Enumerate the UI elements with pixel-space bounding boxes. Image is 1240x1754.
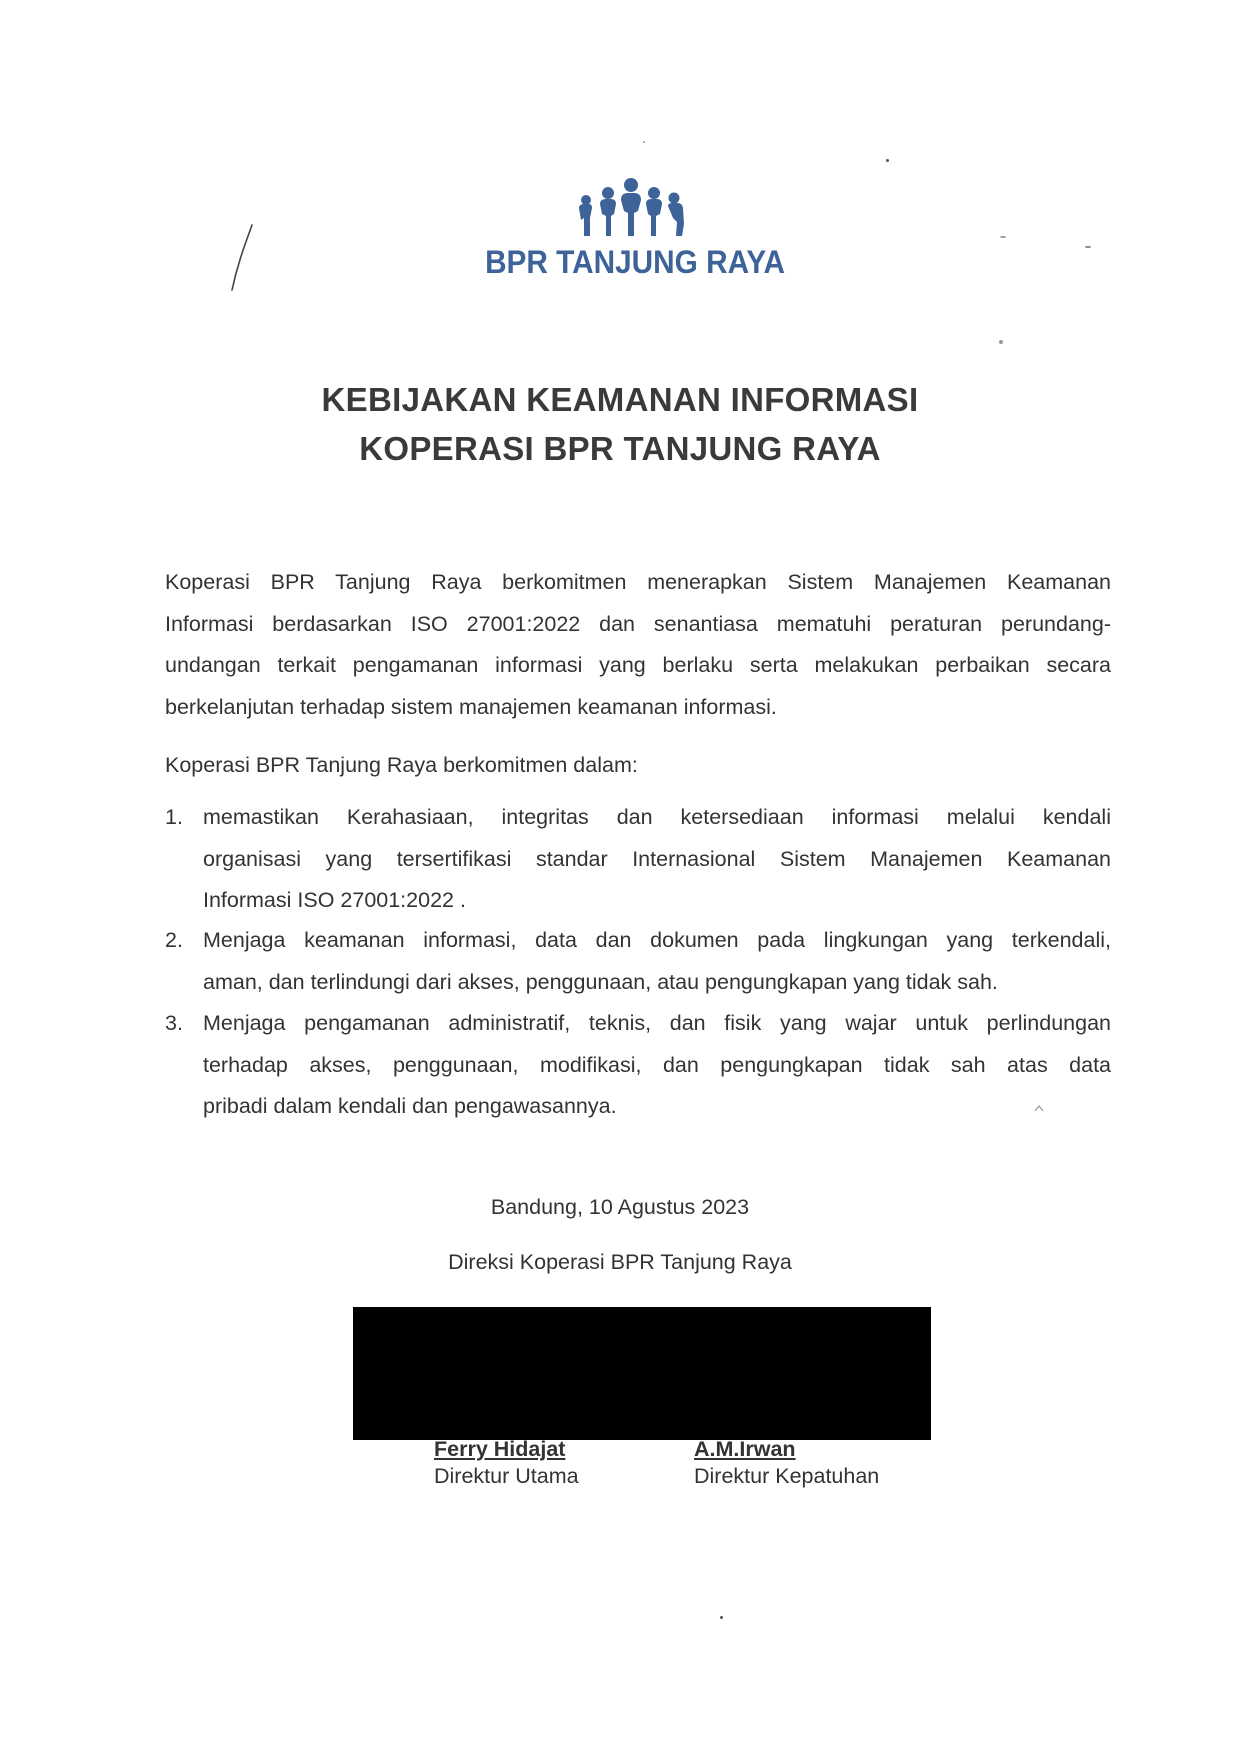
scan-speck [886, 159, 889, 162]
scan-speck [1085, 246, 1091, 248]
signatory-role: Direktur Utama [434, 1464, 579, 1488]
list-line: organisasi yang tersertifikasi standar Internasional Sistem Manajemen Keamanan [203, 846, 1111, 871]
scan-speck [720, 1616, 723, 1619]
document-title-line-1: KEBIJAKAN KEAMANAN INFORMASI [321, 381, 919, 418]
commitment-intro: Koperasi BPR Tanjung Raya berkomitmen dalam: [165, 753, 638, 777]
scan-speck [1000, 236, 1006, 238]
list-line: pribadi dalam kendali dan pengawasannya. [203, 1094, 617, 1119]
paragraph-line: Koperasi BPR Tanjung Raya berkomitmen menerapkan Sistem Manajemen Keamanan [165, 570, 1111, 594]
list-number: 1. [165, 805, 183, 829]
list-item-text [203, 1003, 1111, 1128]
paragraph-line: berkelanjutan terhadap sistem manajemen keamanan informasi. [165, 694, 777, 719]
list-item-text [203, 920, 1111, 1003]
paragraph-line: Informasi berdasarkan ISO 27001:2022 dan senantiasa mematuhi peraturan perundang- [165, 611, 1111, 636]
list-line: aman, dan terlindungi dari akses, penggunaan, atau pengungkapan yang tidak sah. [203, 969, 998, 994]
list-line: Menjaga keamanan informasi, data dan dokumen pada lingkungan yang terkendali, [203, 928, 1111, 952]
signatory-role: Direktur Kepatuhan [694, 1464, 880, 1488]
scan-speck [643, 141, 645, 143]
list-line: Menjaga pengamanan administratif, teknis, dan fisik yang wajar untuk perlindungan [203, 1011, 1111, 1035]
place-and-date: Bandung, 10 Agustus 2023 [490, 1195, 750, 1219]
redacted-signatures [353, 1307, 931, 1440]
list-line: memastikan Kerahasiaan, integritas dan ketersediaan informasi melalui kendali [203, 805, 1111, 829]
list-line: Informasi ISO 27001:2022 . [203, 888, 466, 913]
paragraph-line: undangan terkait pengamanan informasi yang berlaku serta melakukan perbaikan secara [165, 653, 1111, 678]
signatory-1 [434, 1437, 579, 1489]
signatory-name: Ferry Hidajat [434, 1437, 566, 1461]
board-of-directors: Direksi Koperasi BPR Tanjung Raya [448, 1250, 792, 1274]
signatory-name: A.M.Irwan [694, 1437, 796, 1461]
signatory-2 [694, 1437, 879, 1489]
list-number: 3. [165, 1011, 183, 1035]
pen-stroke-mark [228, 222, 258, 294]
list-line: terhadap akses, penggunaan, modifikasi, dan pengungkapan tidak sah atas data [203, 1052, 1111, 1077]
document-title-line-2: KOPERASI BPR TANJUNG RAYA [359, 430, 881, 467]
commitment-paragraph [165, 562, 1111, 728]
people-group-icon [576, 178, 686, 238]
logo-wordmark: BPR TANJUNG RAYA [485, 244, 785, 280]
list-item-text [203, 797, 1111, 922]
list-number: 2. [165, 928, 183, 952]
scan-speck [999, 340, 1003, 344]
